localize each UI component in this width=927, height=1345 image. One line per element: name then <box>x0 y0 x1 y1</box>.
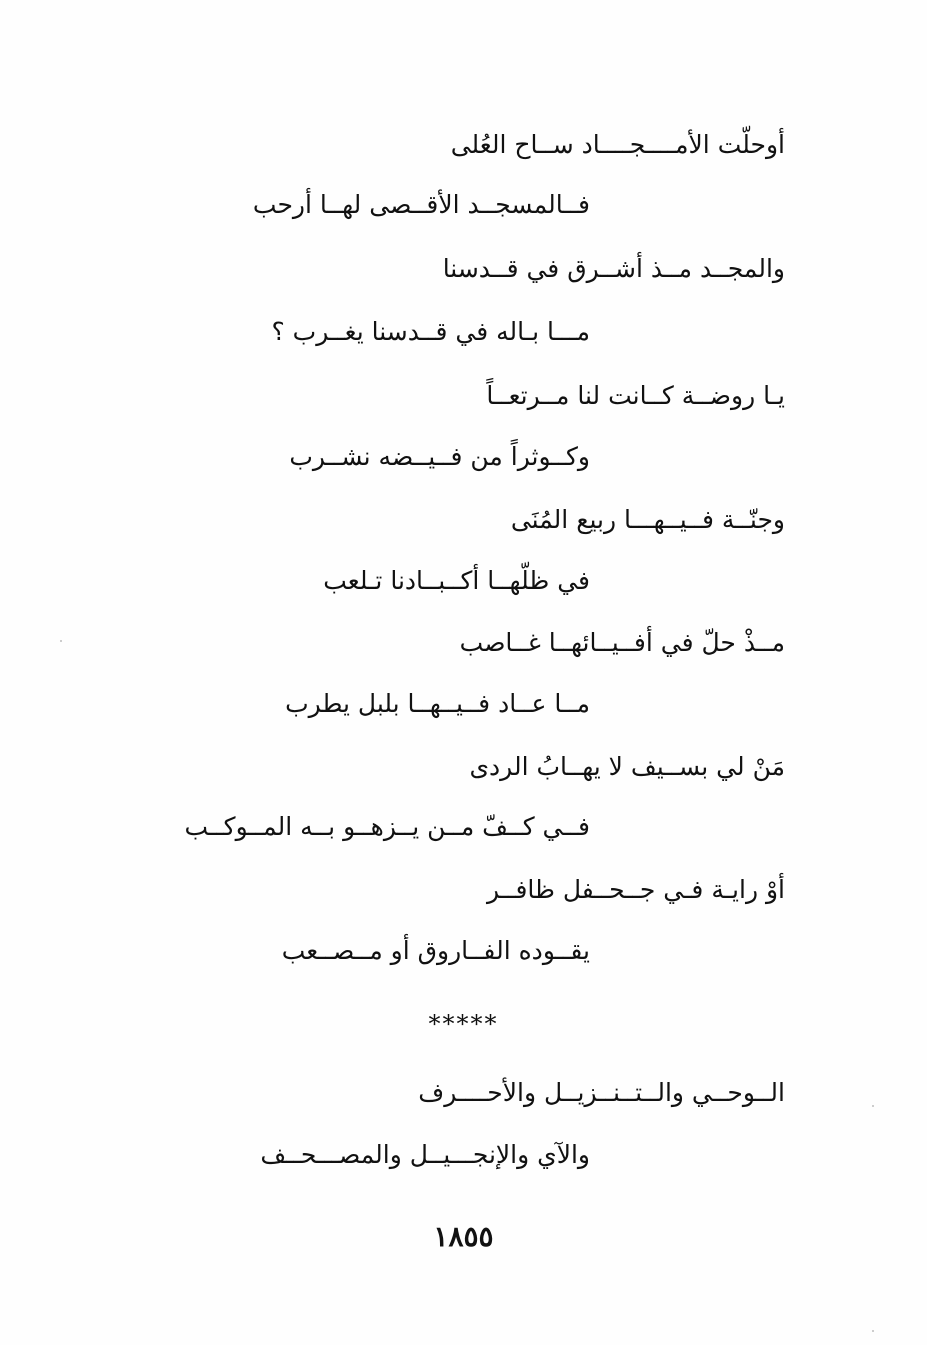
scan-speck <box>60 640 62 642</box>
verse-line: أوْ رايـة فـي جــحــفل ظافــر <box>487 875 785 904</box>
verse-line: وجنّــة فــيــهـــا ربيع المُنَى <box>510 505 785 534</box>
verse-line: وكــوثراً من فــيــضه نشــرب <box>289 442 590 471</box>
verse-line: والمجــد مــذ أشــرق في قــدسنا <box>442 254 785 283</box>
verse-line: مــا عــاد فــيــهــا بلبل يطرب <box>285 689 590 718</box>
verse-line: مـــا بـاله في قــدسنا يغــرب ؟ <box>271 317 590 346</box>
verse-line: يـا روضــة كــانت لنا مــرتعــاً <box>486 381 785 410</box>
verse-line: أوحلّت الأمــــجــــاد ســاح العُلى <box>450 130 785 159</box>
verse-line: يقــوده الفــاروق أو مــصــعب <box>281 936 590 965</box>
page-number: ١٨٥٥ <box>433 1220 494 1253</box>
scan-speck <box>872 1330 874 1332</box>
verse-line: مــذْ حلّ في أفــيــائهــا غــاصب <box>459 628 785 657</box>
scan-speck <box>872 1105 874 1107</box>
section-separator: ***** <box>428 1010 499 1038</box>
verse-line: في ظلّهــا أكــبــادنا تـلعب <box>323 566 590 595</box>
verse-line: فــالمسجــد الأقــصى لهــا أرحب <box>252 190 590 219</box>
verse-line: الــوحــي والــتــنــزيــل والأحــــرف <box>418 1078 785 1107</box>
verse-line: والآي والإنجـــيــل والمصـــحــف <box>260 1140 590 1169</box>
verse-line: فــي كــفّ مــن يــزهــو بــه المــوكــب <box>184 812 590 841</box>
verse-line: مَنْ لي بســيف لا يهــابُ الردى <box>469 752 785 781</box>
